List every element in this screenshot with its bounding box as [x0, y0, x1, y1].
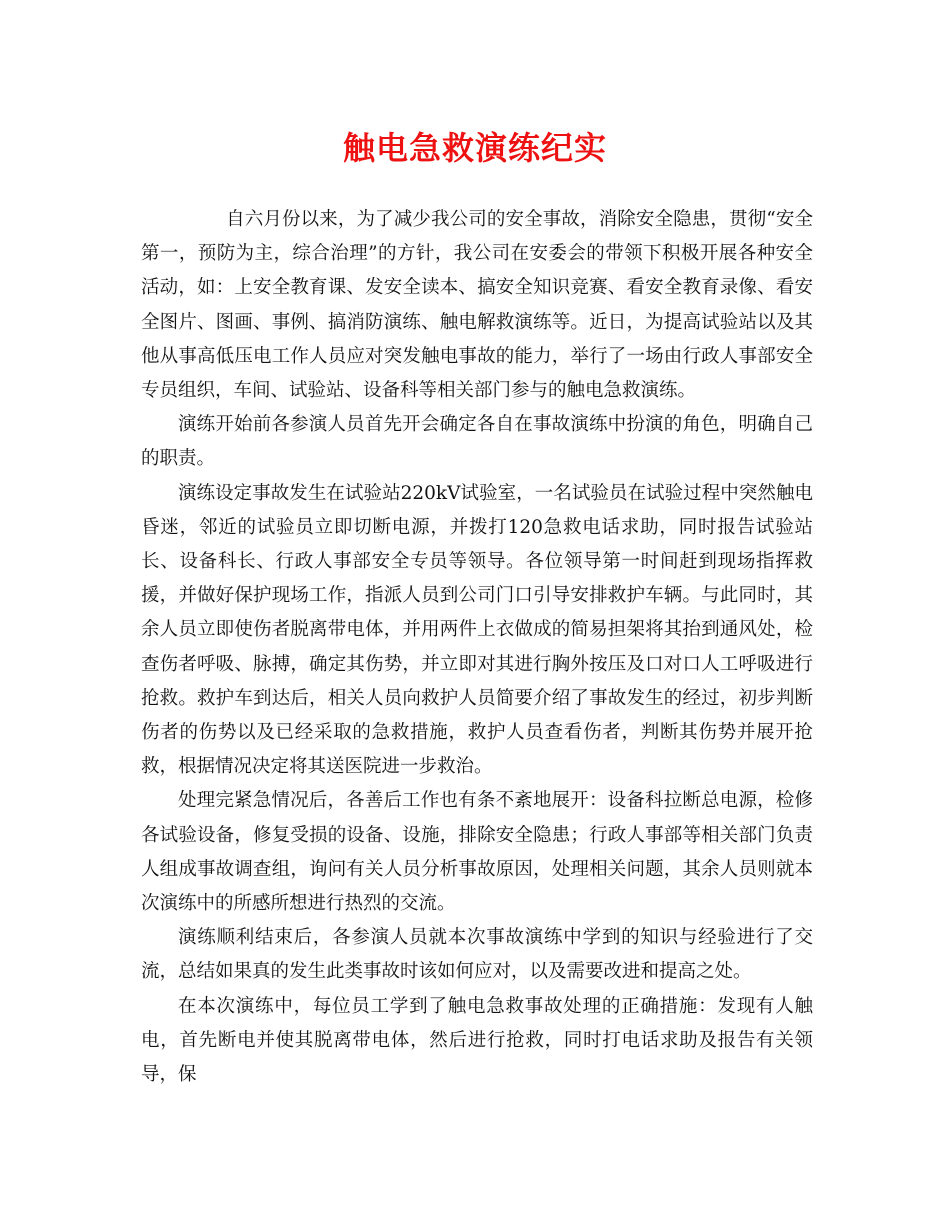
paragraph-aftermath: 处理完紧急情况后，各善后工作也有条不紊地展开：设备科拉断总电源，检修各试验设备，修复受损的设备、设施，排除安全隐患；行政人事部等相关部门负责人组成事故调查组，询问有关人员分析事故原因，处理相关问题，其余人员则就本次演练中的所感所想进行热烈的交流。 [141, 790, 813, 915]
paragraph-summary: 演练顺利结束后，各参演人员就本次事故演练中学到的知识与经验进行了交流，总结如果真的发生此类事故时该如何应对，以及需要改进和提高之处。 [141, 927, 813, 983]
paragraph-preparation: 演练开始前各参演人员首先开会确定各自在事故演练中扮演的角色，明确自己的职责。 [141, 414, 813, 470]
paragraph-scenario: 演练设定事故发生在试验站220kV试验室，一名试验员在试验过程中突然触电昏迷，邻近的试验员立即切断电源，并拨打120急救电话求助，同时报告试验站长、设备科长、行政人事部安全专员等领导。各位领导第一时间赶到现场指挥救援，并做好保护现场工作，指派人员到公司门口引导安排救护车辆。与此同时，其余人员立即使伤者脱离带电体，并用两件上衣做成的简易担架将其抬到通风处，检查伤者呼吸、脉搏，确定其伤势，并立即对其进行胸外按压及口对口人工呼吸进行抢救。救护车到达后，相关人员向救护人员简要介绍了事故发生的经过，初步判断伤者的伤势以及已经采取的急救措施，救护人员查看伤者，判断其伤势并展开抢救，根据情况决定将其送医院进一步救治。 [141, 482, 813, 778]
paragraph-intro: 自六月份以来，为了减少我公司的安全事故，消除安全隐患，贯彻“安全第一，预防为主，综合治理”的方针，我公司在安委会的带领下积极开展各种安全活动，如：上安全教育课、发安全读本、搞安全知识竞赛、看安全教育录像、看安全图片、图画、事例、搞消防演练、触电解救演练等。近日，为提高试验站以及其他从事高低压电工作人员应对突发触电事故的能力，举行了一场由行政人事部安全专员组织，车间、试验站、设备科等相关部门参与的触电急救演练。 [141, 209, 813, 402]
document-body [141, 203, 813, 1092]
document-title: 触电急救演练纪实 [342, 129, 607, 167]
paragraph-lessons: 在本次演练中，每位员工学到了触电急救事故处理的正确措施：发现有人触电，首先断电并使其脱离带电体，然后进行抢救，同时打电话求助及报告有关领导，保 [141, 995, 813, 1086]
